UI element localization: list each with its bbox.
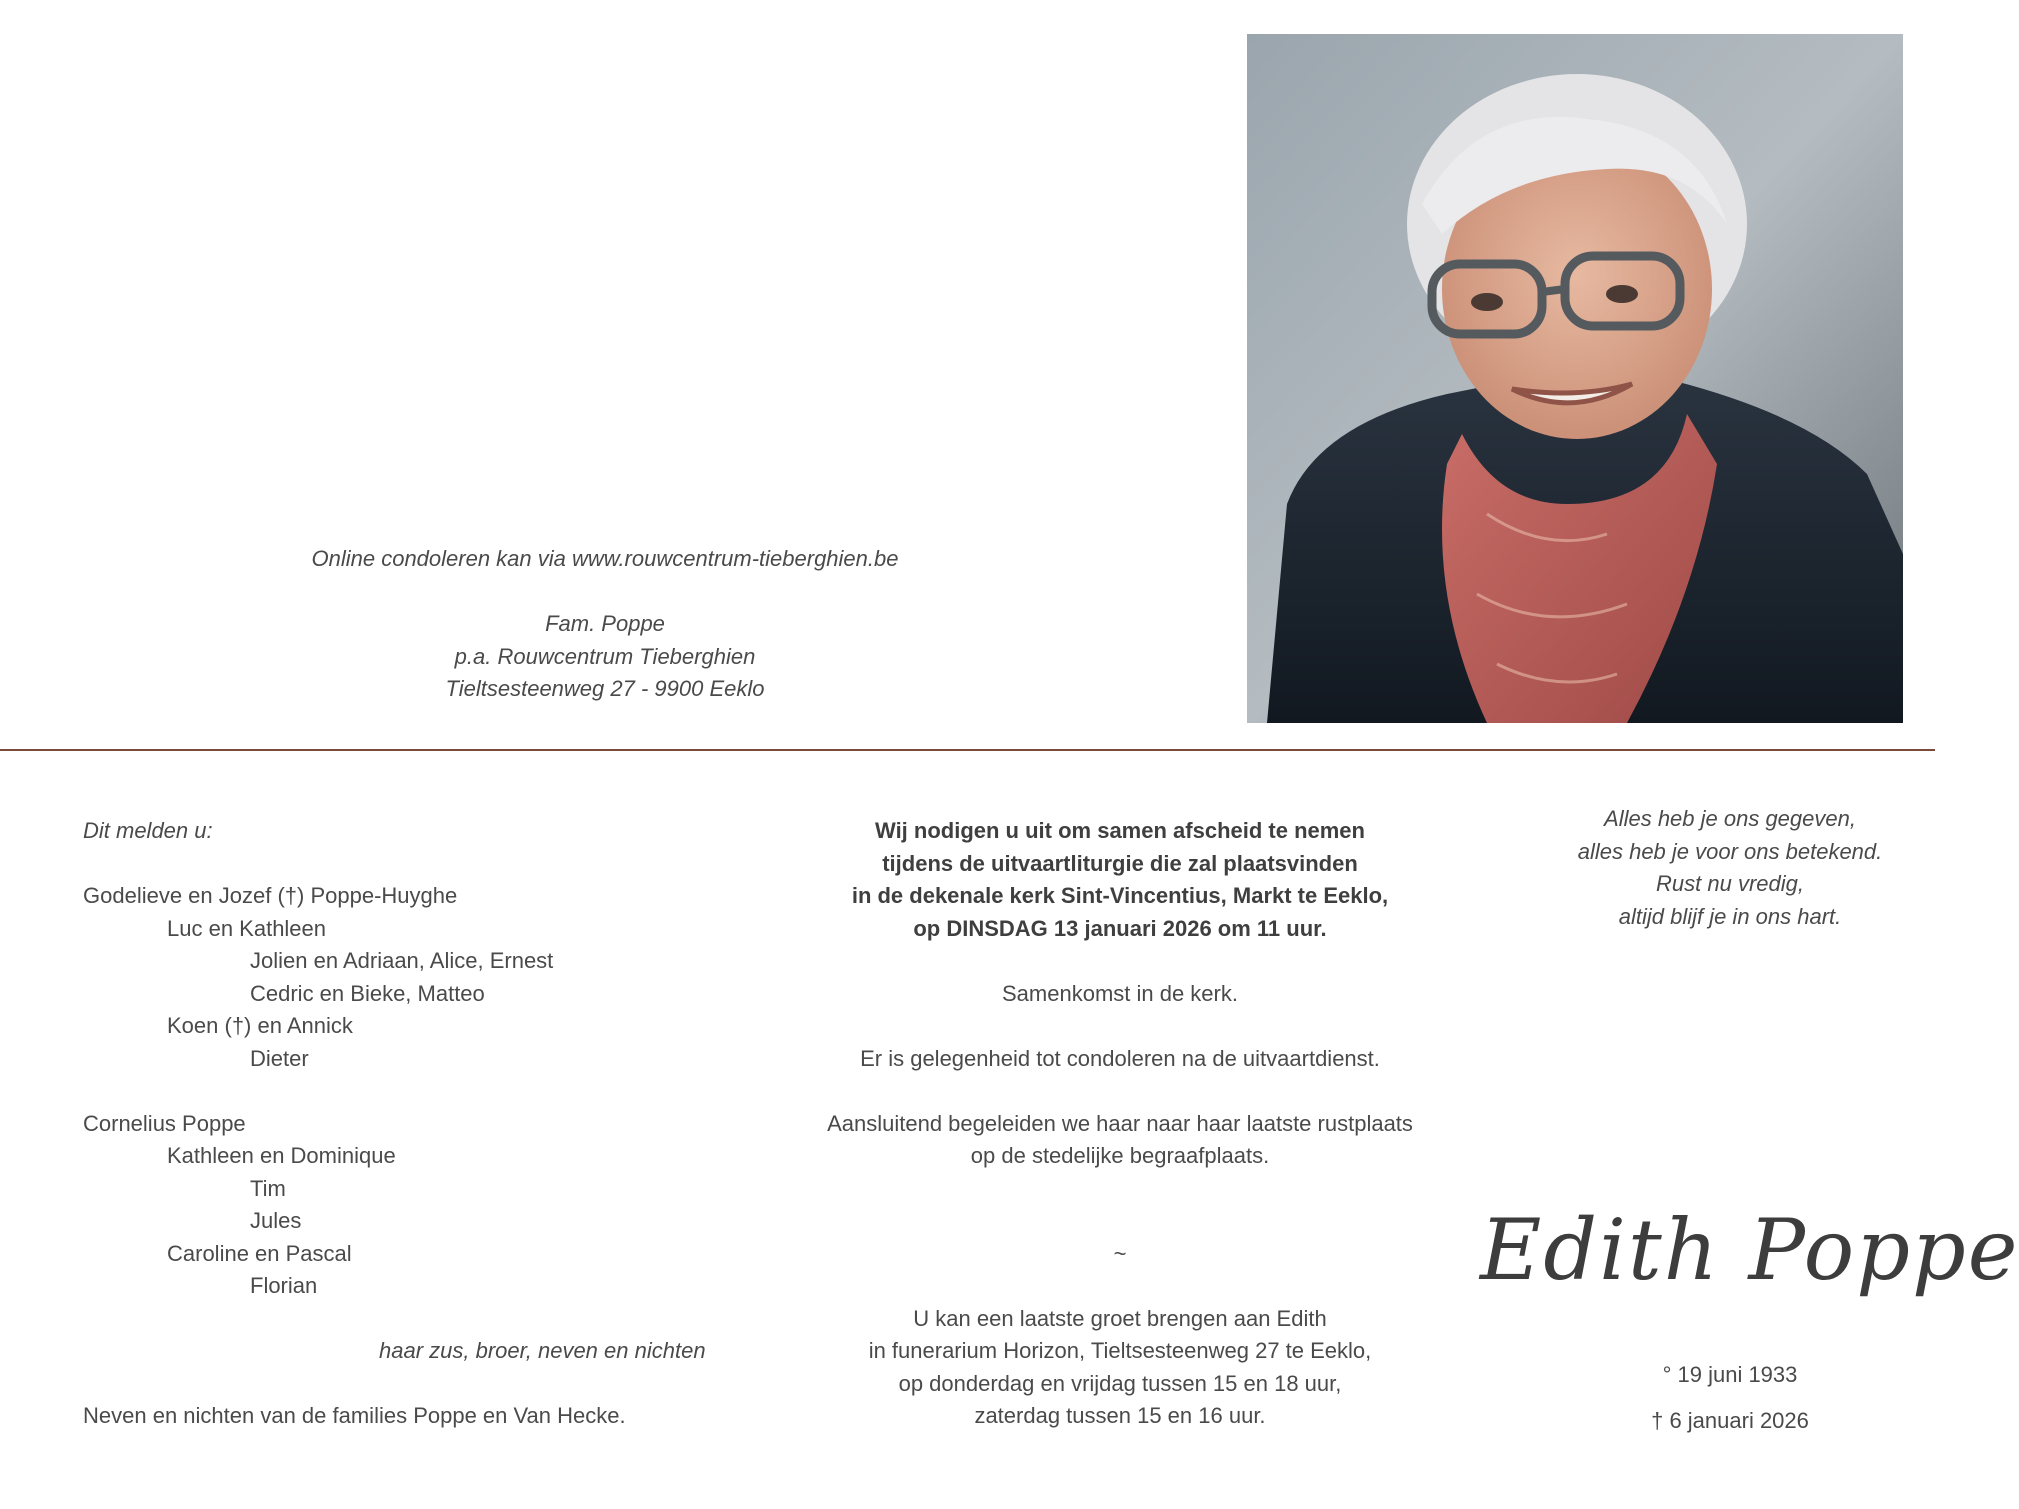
death-date: † 6 januari 2026 — [1651, 1408, 1809, 1433]
family-announcement — [83, 815, 743, 1433]
poem-line-1: Alles heb je ons gegeven, — [1604, 806, 1856, 831]
poem-line-2: alles heb je voor ons betekend. — [1577, 838, 1883, 864]
visit-line-1: U kan een laatste groet brengen aan Edith — [913, 1305, 1327, 1331]
visit-line-2: in funerarium Horizon, Tieltsesteenweg 27 te Eeklo, — [868, 1338, 1372, 1363]
visit-line-3: op donderdag en vrijdag tussen 15 en 18 uur, — [898, 1370, 1342, 1396]
family-member: Tim — [250, 1175, 286, 1201]
gathering-note: Samenkomst in de kerk. — [1002, 980, 1238, 1006]
family-member: Cedric en Bieke, Matteo — [250, 980, 485, 1006]
burial-line-1: Aansluitend begeleiden we haar naar haar laatste rustplaats — [827, 1110, 1413, 1136]
address-line-1: Fam. Poppe — [545, 611, 665, 636]
invitation-line-1: Wij nodigen u uit om samen afscheid te nemen — [875, 818, 1365, 843]
online-condolence-line: Online condoleren kan via www.rouwcentrum-tieberghien.be — [311, 546, 899, 571]
family-member: Jolien en Adriaan, Alice, Ernest — [250, 948, 554, 973]
family-member: Cornelius Poppe — [83, 1110, 246, 1136]
horizontal-divider — [0, 749, 1935, 751]
spacer — [760, 1010, 1480, 1043]
family-member: Dieter — [250, 1045, 309, 1071]
family-member: Florian — [250, 1273, 318, 1298]
life-dates — [1560, 1352, 1900, 1444]
spacer — [83, 1303, 743, 1336]
family-relation: haar zus, broer, neven en nichten — [379, 1338, 706, 1363]
tilde-separator: ~ — [1113, 1240, 1127, 1266]
spacer — [760, 1173, 1480, 1206]
spacer — [760, 945, 1480, 978]
family-member: Luc en Kathleen — [167, 915, 327, 941]
invitation-line-2: tijdens de uitvaartliturgie die zal plaatsvinden — [882, 850, 1358, 876]
birth-date: ° 19 juni 1933 — [1662, 1362, 1798, 1387]
family-member: Kathleen en Dominique — [167, 1143, 396, 1168]
contact-block — [200, 543, 1010, 706]
spacer — [760, 1270, 1480, 1303]
spacer — [760, 1205, 1480, 1238]
funeral-details — [760, 815, 1480, 1433]
family-member: Koen (†) en Annick — [167, 1013, 353, 1038]
portrait-illustration — [1247, 34, 1903, 723]
poem — [1510, 803, 1950, 933]
family-intro: Dit melden u: — [83, 818, 213, 843]
spacer — [760, 1075, 1480, 1108]
condolence-note: Er is gelegenheid tot condoleren na de uitvaartdienst. — [860, 1045, 1380, 1071]
address-line-3: Tieltsesteenweg 27 - 9900 Eeklo — [445, 676, 765, 701]
spacer — [200, 576, 1010, 609]
address-line-2: p.a. Rouwcentrum Tieberghien — [454, 643, 756, 669]
poem-line-4: altijd blijf je in ons hart. — [1618, 903, 1842, 929]
invitation-line-4: op DINSDAG 13 januari 2026 om 11 uur. — [913, 915, 1327, 941]
family-closing: Neven en nichten van de families Poppe en Van Hecke. — [83, 1403, 626, 1428]
burial-line-2: op de stedelijke begraafplaats. — [970, 1143, 1270, 1168]
poem-line-3: Rust nu vredig, — [1656, 871, 1804, 896]
family-member: Caroline en Pascal — [167, 1240, 352, 1266]
spacer — [83, 848, 743, 881]
family-member: Jules — [250, 1208, 302, 1233]
spacer — [83, 1368, 743, 1401]
family-member: Godelieve en Jozef (†) Poppe-Huyghe — [83, 883, 458, 908]
portrait-photo — [1247, 34, 1903, 723]
spacer — [83, 1075, 743, 1108]
deceased-name: Edith Poppe — [1480, 1201, 2019, 1299]
visit-line-4: zaterdag tussen 15 en 16 uur. — [974, 1403, 1266, 1428]
invitation-line-3: in de dekenale kerk Sint-Vincentius, Markt te Eeklo, — [851, 883, 1389, 908]
